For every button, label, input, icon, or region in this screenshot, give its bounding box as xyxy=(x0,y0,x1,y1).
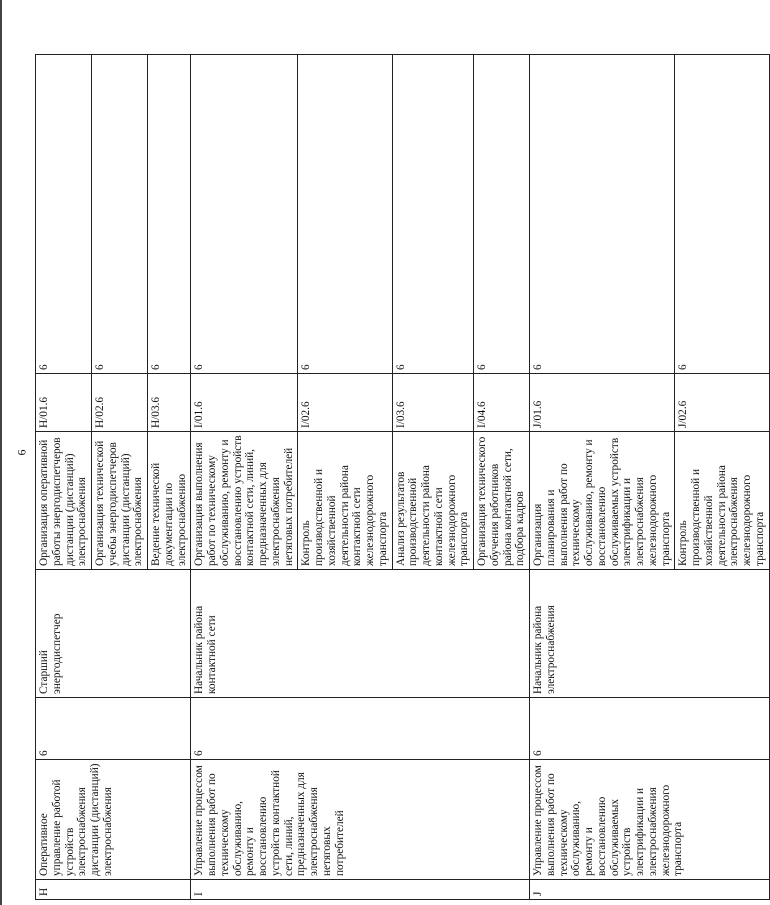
function-level-cell: 6 xyxy=(36,55,92,374)
function-cell: Анализ результатов производственной деятельности района контактной сети железнодорожного транспорта xyxy=(392,432,474,570)
function-level-cell: 6 xyxy=(392,55,474,374)
function-cell: Организация планирования и выполнения работ по техническому обслуживанию, ремонту и восстановлению обслуживаемых устройств электрификации и электроснабжения железнодорожного транспорта xyxy=(530,432,675,570)
code-cell: J xyxy=(530,880,770,900)
function-cell: Контроль производственной и хозяйственной деятельности района электроснабжения железнодорожного транспорта xyxy=(675,432,769,570)
page-number: 6 xyxy=(14,449,29,456)
function-code-cell: I/04.6 xyxy=(474,374,530,432)
function-code-cell: I/01.6 xyxy=(191,374,298,432)
gen-function-cell: Оперативное управление работой устройств электроснабжения дистанции (дистанций) электроснабжения xyxy=(36,760,191,880)
function-cell: Организация технической учебы энергодиспетчеров дистанции (дистанций) электроснабжения xyxy=(92,432,148,570)
function-code-cell: H/03.6 xyxy=(148,374,191,432)
position-cell: Начальник района электроснабжения xyxy=(530,570,770,698)
function-level-cell: 6 xyxy=(298,55,392,374)
code-cell: H xyxy=(36,880,191,900)
function-level-cell: 6 xyxy=(92,55,148,374)
scan-edge-line xyxy=(0,0,2,905)
function-code-cell: H/01.6 xyxy=(36,374,92,432)
function-level-cell: 6 xyxy=(148,55,191,374)
function-level-cell: 6 xyxy=(474,55,530,374)
function-code-cell: J/01.6 xyxy=(530,374,675,432)
code-cell: I xyxy=(191,880,530,900)
level-cell: 6 xyxy=(191,698,530,760)
table-row xyxy=(530,55,675,900)
position-cell: Начальник района контактной сети xyxy=(191,570,530,698)
table-row xyxy=(36,55,92,900)
functions-table xyxy=(35,54,770,900)
function-level-cell: 6 xyxy=(191,55,298,374)
function-cell: Организация оперативной работы энергодиспетчеров дистанции (дистанций) электроснабжения xyxy=(36,432,92,570)
gen-function-cell: Управление процессом выполнения работ по техническому обслуживанию, ремонту и восстановлению обслуживаемых устройств электрификации и электроснабжения железнодорожного транспорта xyxy=(530,760,770,880)
function-cell: Ведение технической документации по электроснабжению xyxy=(148,432,191,570)
function-level-cell: 6 xyxy=(530,55,675,374)
function-cell: Контроль производственной и хозяйственной деятельности района контактной сети железнодорожного транспорта xyxy=(298,432,392,570)
level-cell: 6 xyxy=(36,698,191,760)
function-cell: Организация технического обучения работников района контактной сети, подбора кадров xyxy=(474,432,530,570)
rotated-page xyxy=(35,55,766,900)
level-cell: 6 xyxy=(530,698,770,760)
function-level-cell: 6 xyxy=(675,55,769,374)
gen-function-cell: Управление процессом выполнения работ по техническому обслуживанию, ремонту и восстановлению устройств контактной сети, линий, предназначенных для электроснабжения нетяговых потребителей xyxy=(191,760,530,880)
function-code-cell: J/02.6 xyxy=(675,374,769,432)
position-cell: Старший энергодиспетчер xyxy=(36,570,191,698)
table-row xyxy=(191,55,298,900)
function-code-cell: I/03.6 xyxy=(392,374,474,432)
function-code-cell: H/02.6 xyxy=(92,374,148,432)
function-code-cell: I/02.6 xyxy=(298,374,392,432)
function-cell: Организация выполнения работ по техническому обслуживанию, ремонту и восстановлению устройств контактной сети, линий, предназначенных для электроснабжения нетяговых потребителей xyxy=(191,432,298,570)
